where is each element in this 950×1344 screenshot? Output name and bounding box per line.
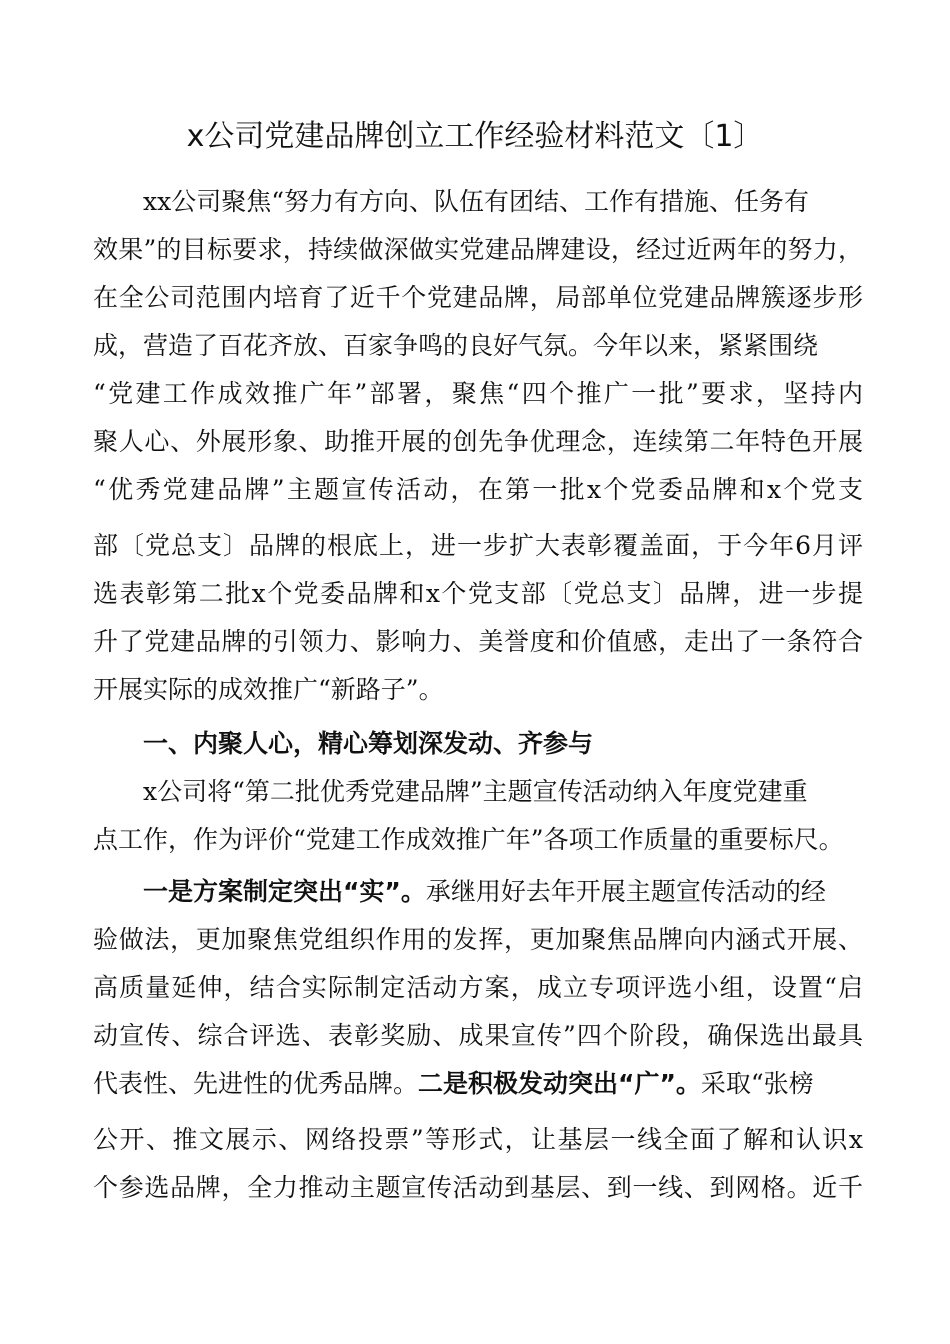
paragraph-line: 部〔党总支〕品牌的根底上，进一步扩大表彰覆盖面，于今年6月评 <box>93 531 863 560</box>
document-title: x公司党建品牌创立工作经验材料范文〔1〕 <box>186 119 764 154</box>
paragraph-line: x公司将“第二批优秀党建品牌”主题宣传活动纳入年度党建重 <box>143 777 808 806</box>
paragraph-line: 聚人心、外展形象、助推开展的创先争优理念，连续第二年特色开展 <box>93 427 863 456</box>
paragraph-line: 公开、推文展示、网络投票”等形式，让基层一线全面了解和认识x <box>93 1125 863 1154</box>
paragraph-line: 成，营造了百花齐放、百家争鸣的良好气氛。今年以来，紧紧围绕 <box>93 331 819 360</box>
paragraph-text: 代表性、先进性的优秀品牌。 <box>93 1069 419 1098</box>
paragraph-line <box>93 1060 863 1108</box>
paragraph-line: xx公司聚焦“努力有方向、队伍有团结、工作有措施、任务有 <box>143 187 809 216</box>
paragraph-line: 升了党建品牌的引领力、影响力、美誉度和价值感，走出了一条符合 <box>93 627 863 656</box>
paragraph-line: 效果”的目标要求，持续做深做实党建品牌建设，经过近两年的努力， <box>93 235 863 264</box>
bold-lead-phrase: 一是方案制定突出“实”。 <box>143 877 426 906</box>
bold-lead-phrase: 二是积极发动突出“广”。 <box>418 1069 701 1098</box>
paragraph-line: “优秀党建品牌”主题宣传活动，在第一批x个党委品牌和x个党支 <box>93 475 863 504</box>
paragraph-line: 高质量延伸，结合实际制定活动方案，成立专项评选小组，设置“启 <box>93 973 863 1002</box>
paragraph-line: 动宣传、综合评选、表彰奖励、成果宣传”四个阶段，确保选出最具 <box>93 1021 863 1050</box>
paragraph-line: “党建工作成效推广年”部署，聚焦“四个推广一批”要求，坚持内 <box>93 379 863 408</box>
paragraph-line: 在全公司范围内培育了近千个党建品牌，局部单位党建品牌簇逐步形 <box>93 283 863 312</box>
paragraph-text: 承继用好去年开展主题宣传活动的经 <box>425 877 826 906</box>
paragraph-line: 选表彰第二批x个党委品牌和x个党支部〔党总支〕品牌，进一步提 <box>93 579 863 608</box>
section-heading: 一、内聚人心，精心筹划深发动、齐参与 <box>143 729 594 758</box>
paragraph-line: 开展实际的成效推广“新路子”。 <box>93 675 444 704</box>
paragraph-line: 个参选品牌，全力推动主题宣传活动到基层、到一线、到网格。近千 <box>93 1173 863 1202</box>
paragraph-line: 点工作，作为评价“党建工作成效推广年”各项工作质量的重要标尺。 <box>93 825 844 854</box>
paragraph-text: 采取“张榜 <box>700 1069 814 1098</box>
paragraph-line: 验做法，更加聚焦党组织作用的发挥，更加聚焦品牌向内涵式开展、 <box>93 925 863 954</box>
paragraph-line <box>143 868 863 916</box>
